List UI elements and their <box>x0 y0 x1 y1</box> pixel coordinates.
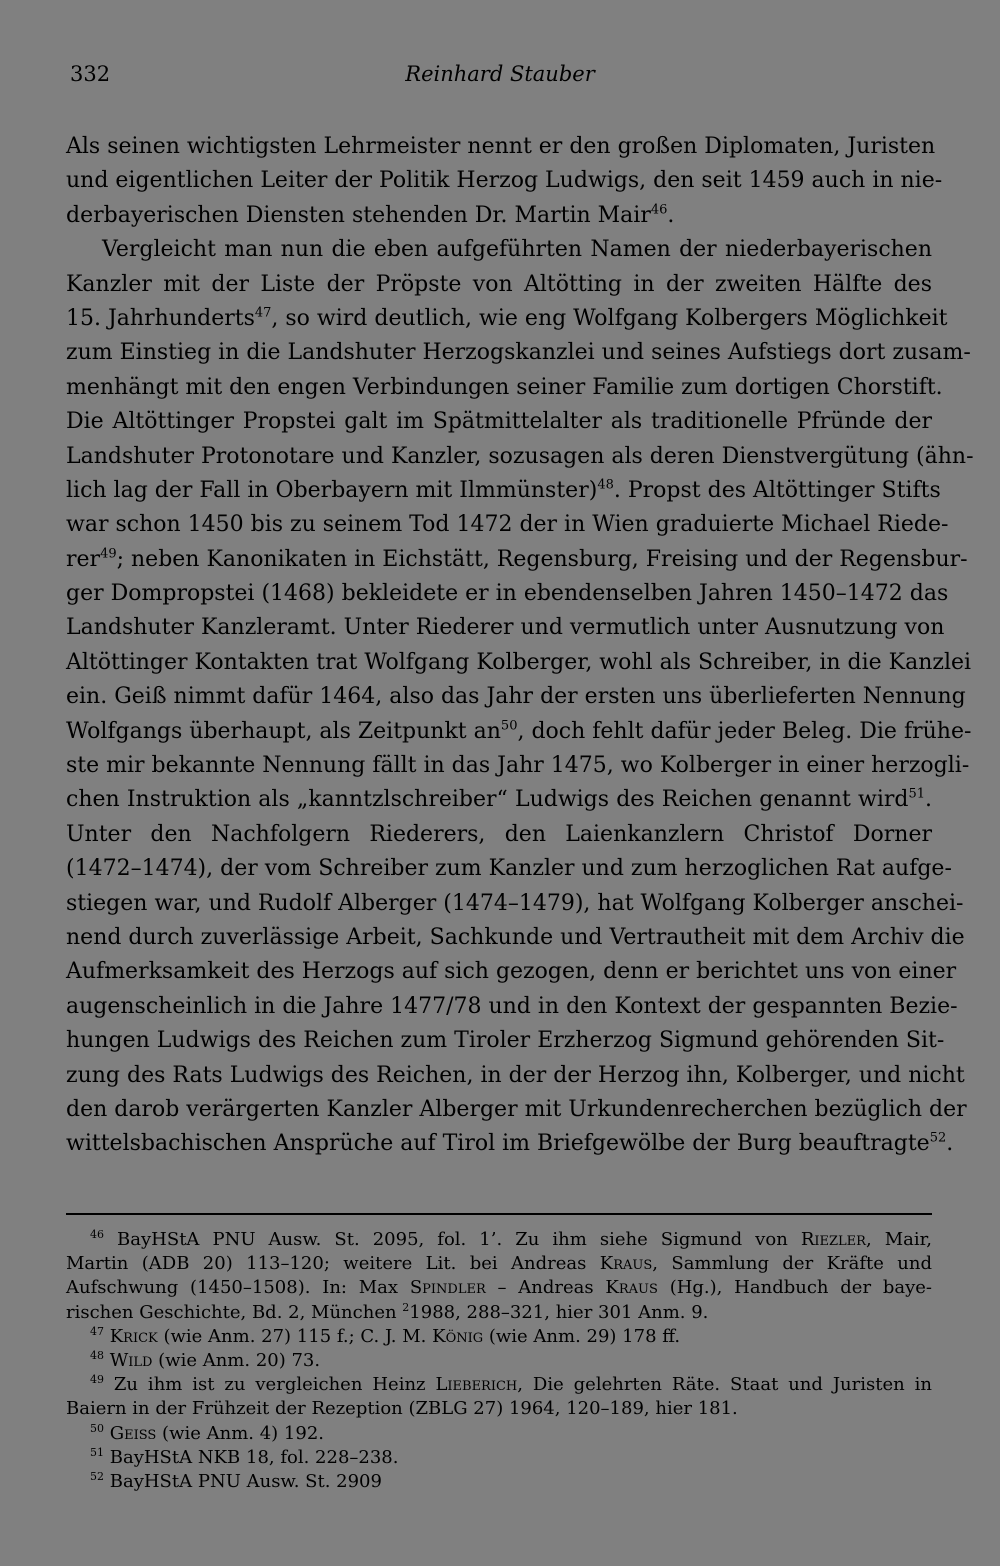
footnote-ref: 50 <box>500 718 518 734</box>
footnote-number: 47 <box>90 1324 104 1338</box>
footnote-line <box>66 1301 932 1325</box>
footnote-text: Aufschwung (1450–1508). In: Max <box>66 1277 410 1299</box>
body-line-text: . <box>925 787 932 813</box>
footnote-line <box>66 1276 932 1300</box>
body-line-text: Landshuter Protonotare und Kanzler, sozusagen als deren Dienstvergütung (ähn- <box>66 443 974 469</box>
body-line-text: 15. Jahrhunderts <box>66 305 255 331</box>
body-line <box>66 680 966 714</box>
footnote-text: (wie Anm. 20) 73. <box>152 1349 321 1371</box>
edition-number: 2 <box>402 1300 410 1314</box>
footnote-text: – Andreas <box>485 1277 606 1299</box>
body-line <box>66 887 964 921</box>
body-line-text: den darob verärgerten Kanzler Alberger mit Urkundenrecherchen bezüglich der <box>66 1096 967 1122</box>
body-line <box>66 818 932 852</box>
footnote-50 <box>66 1422 932 1446</box>
footnote-number: 46 <box>90 1228 104 1241</box>
footnote-ref: 48 <box>597 477 614 493</box>
body-line <box>66 577 949 611</box>
body-line <box>66 749 970 783</box>
body-line <box>66 233 932 267</box>
author-name: Lieberich <box>435 1374 518 1396</box>
body-line <box>66 508 949 542</box>
body-line-text: ; neben Kanonikaten in Eichstätt, Regensburg, Freising und der Regensbur- <box>116 546 968 572</box>
body-line <box>66 268 932 302</box>
author-name: Geiss <box>109 1422 157 1444</box>
running-head: Reinhard Stauber <box>405 62 595 86</box>
footnote-49 <box>66 1373 932 1397</box>
footnote-ref: 51 <box>908 787 925 803</box>
footnote-ref: 47 <box>254 305 272 321</box>
body-line <box>66 611 945 645</box>
footnote-52 <box>66 1470 932 1494</box>
body-line <box>66 955 957 989</box>
body-line-text: Landshuter Kanzleramt. Unter Riederer und vermutlich unter Ausnutzung von <box>66 615 945 641</box>
footnote-number: 51 <box>90 1445 104 1459</box>
footnote-text: BayHStA PNU Ausw. St. 2095, fol. 1’. Zu ihm siehe Sigmund von <box>117 1229 801 1250</box>
footnote-text: (wie Anm. 4) 192. <box>156 1422 324 1444</box>
body-line <box>66 164 943 198</box>
body-line-text: Aufmerksamkeit des Herzogs auf sich gezogen, denn er berichtet uns von einer <box>66 959 957 985</box>
body-line-text: Wolfgangs überhaupt, als Zeitpunkt an <box>66 718 501 744</box>
body-line-text: chen Instruktion als „kanntzlschreiber“ Ludwigs des Reichen genannt wird <box>66 787 909 813</box>
author-name: Krick <box>109 1325 158 1347</box>
body-line-text: menhängt mit den engen Verbindungen seiner Familie zum dortigen Chorstift. <box>66 374 943 400</box>
body-line-text: hungen Ludwigs des Reichen zum Tiroler Erzherzog Sigmund gehörenden Sit- <box>66 1028 945 1054</box>
body-line-text: nend durch zuverlässige Arbeit, Sachkunde und Vertrautheit mit dem Archiv die <box>66 924 965 950</box>
body-line-text: Altöttinger Kontakten trat Wolfgang Kolberger, wohl als Schreiber, in die Kanzlei <box>66 649 972 675</box>
body-line <box>66 543 968 577</box>
footnote-ref: 49 <box>100 546 117 562</box>
body-line <box>66 302 948 336</box>
footnote-text: (Hg.), Handbuch der baye- <box>657 1277 932 1299</box>
footnote-text: BayHStA PNU Ausw. St. 2909 <box>109 1470 382 1492</box>
body-line-text: ste mir bekannte Nennung fällt in das Jahr 1475, wo Kolberger in einer herzogli- <box>66 753 970 779</box>
footnote-ref: 46 <box>650 202 668 218</box>
body-line-text: , so wird deutlich, wie eng Wolfgang Kolbergers Möglichkeit <box>271 305 948 331</box>
body-line-text: derbayerischen Diensten stehenden Dr. Martin Mair <box>66 202 651 228</box>
footnote-number: 52 <box>90 1469 104 1483</box>
author-name: Kraus <box>605 1277 658 1299</box>
footnotes <box>66 1228 932 1494</box>
footnote-51 <box>66 1446 932 1470</box>
body-line-text: ein. Geiß nimmt dafür 1464, also das Jahr der ersten uns überlieferten Nennung <box>66 684 966 710</box>
body-line <box>66 921 965 955</box>
body-line <box>66 371 943 405</box>
page-header <box>70 62 930 102</box>
body-line-text: Unter den Nachfolgern Riederers, den Laienkanzlern Christof Dorner <box>66 821 932 847</box>
footnote-number: 48 <box>90 1348 104 1362</box>
body-line <box>66 405 932 439</box>
body-line <box>66 852 952 886</box>
footnote-47 <box>66 1325 932 1349</box>
footnote-48 <box>66 1349 932 1373</box>
footnote-text: 1988, 288–321, hier 301 Anm. 9. <box>409 1301 709 1323</box>
author-name: Spindler <box>409 1277 486 1299</box>
body-line-text: wittelsbachischen Ansprüche auf Tirol im Briefgewölbe der Burg beauftragte <box>66 1131 930 1157</box>
author-name: Kraus <box>599 1253 653 1275</box>
body-line <box>66 1024 945 1058</box>
footnote-number: 50 <box>90 1421 104 1435</box>
body-line-text: und eigentlichen Leiter der Politik Herzog Ludwigs, den seit 1459 auch in nie- <box>66 168 943 194</box>
body-line <box>66 646 972 680</box>
body-line <box>66 199 932 233</box>
body-line-text: zung des Rats Ludwigs des Reichen, in der der Herzog ihn, Kolberger, und nicht <box>66 1062 965 1088</box>
footnote-text: BayHStA NKB 18, fol. 228–238. <box>109 1446 399 1468</box>
body-line <box>66 715 972 749</box>
footnote-text: , Die gelehrten Räte. Staat und Juristen in <box>517 1374 932 1396</box>
body-line-text: lich lag der Fall in Oberbayern mit Ilmmünster) <box>66 477 598 503</box>
body-line <box>66 1127 954 1161</box>
body-line-text: war schon 1450 bis zu seinem Tod 1472 der in Wien graduierte Michael Riede- <box>66 512 949 538</box>
body-line-text: rer <box>66 546 101 572</box>
body-line-text: stiegen war, und Rudolf Alberger (1474–1479), hat Wolfgang Kolberger anschei- <box>66 890 964 916</box>
footnote-text: (wie Anm. 29) 178 ff. <box>483 1325 681 1347</box>
body-line-text: zum Einstieg in die Landshuter Herzogskanzlei und seines Aufstiegs dort zusam- <box>66 340 971 366</box>
body-line <box>66 474 941 508</box>
footnote-text: (wie Anm. 27) 115 f.; C. J. M. <box>157 1325 433 1347</box>
body-line-text: . Propst des Altöttinger Stifts <box>613 477 941 503</box>
footnote-text: Zu ihm ist zu vergleichen Heinz <box>113 1374 436 1396</box>
body-line-text: Als seinen wichtigsten Lehrmeister nennt er den großen Diplomaten, Juristen <box>66 134 936 159</box>
body-line <box>66 1093 967 1127</box>
body-line-text: , doch fehlt dafür jeder Beleg. Die frühe- <box>517 718 972 744</box>
body-line <box>66 990 958 1024</box>
body-line <box>66 440 974 474</box>
author-name: König <box>432 1325 484 1347</box>
body-line-text: ger Dompropstei (1468) bekleidete er in ebendenselben Jahren 1450–1472 das <box>66 581 949 607</box>
footnote-ref: 52 <box>929 1131 947 1146</box>
footnote-rule <box>66 1213 932 1215</box>
footnote-text: , Sammlung der Kräfte und <box>652 1253 933 1275</box>
body-line <box>66 130 936 164</box>
body-line-text: . <box>946 1131 954 1157</box>
body-line-text: Die Altöttinger Propstei galt im Spätmittelalter als traditionelle Pfründe der <box>66 409 932 435</box>
body-line-text: augenscheinlich in die Jahre 1477/78 und in den Kontext der gespannten Bezie- <box>66 993 958 1019</box>
body-line <box>66 783 932 817</box>
author-name: Wild <box>109 1349 153 1371</box>
body-text <box>66 130 974 1162</box>
author-name: Riezler <box>800 1229 866 1250</box>
body-line-text: (1472–1474), der vom Schreiber zum Kanzler und zum herzoglichen Rat aufge- <box>66 856 952 882</box>
page-number: 332 <box>70 62 111 86</box>
footnote-line <box>66 1397 932 1421</box>
footnote-text: , Mair, <box>865 1229 932 1250</box>
footnote-line <box>66 1252 932 1276</box>
body-line-text: . <box>667 202 675 228</box>
footnote-text: Martin (ADB 20) 113–120; weitere Lit. bei Andreas <box>66 1253 600 1275</box>
body-line <box>66 336 971 370</box>
body-line-text: Kanzler mit der Liste der Pröpste von Altötting in der zweiten Hälfte des <box>66 271 932 297</box>
footnote-text: rischen Geschichte, Bd. 2, München <box>66 1301 403 1323</box>
footnote-text: Baiern in der Frühzeit der Rezeption (ZBLG 27) 1964, 120–189, hier 181. <box>66 1398 738 1420</box>
body-line-text: Vergleicht man nun die eben aufgeführten Namen der niederbayerischen <box>102 237 932 263</box>
footnote-number: 49 <box>90 1373 104 1387</box>
footnote-46 <box>66 1228 932 1252</box>
body-line <box>66 1059 965 1093</box>
